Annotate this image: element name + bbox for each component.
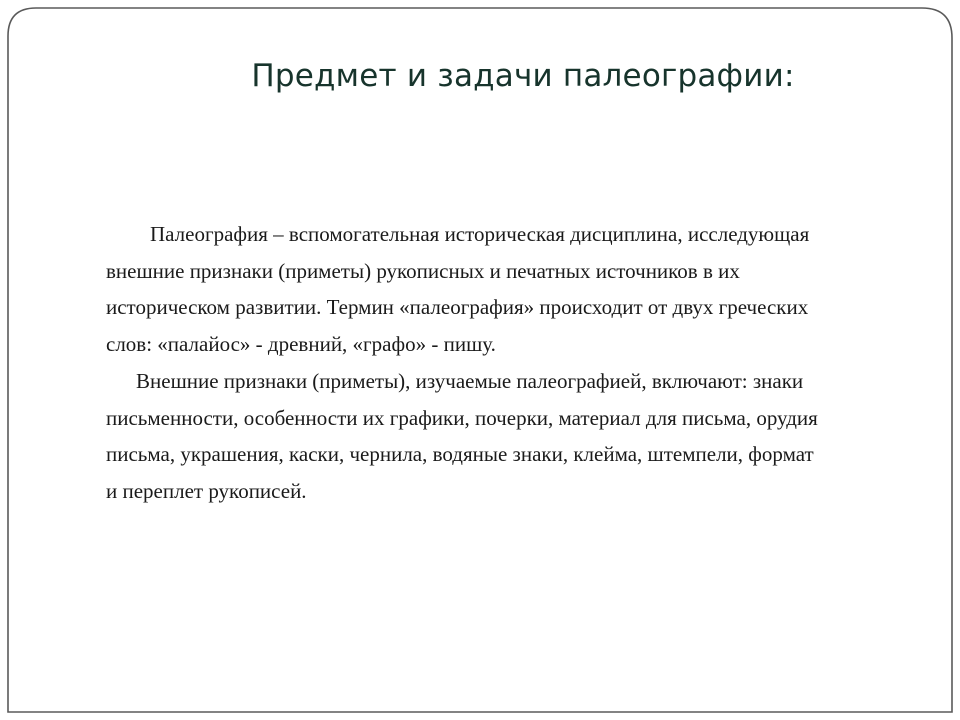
paragraph-features: Внешние признаки (приметы), изучаемые палеографией, включают: знаки письменности, особенности их графики, почерки, материал для письма, орудия письма, украшения, каски, чернила, водяные знаки, клейма, штемпели, формат и переплет рукописей. [106,368,818,503]
paragraph-definition: Палеография – вспомогательная историческая дисциплина, исследующая внешние признаки (приметы) рукописных и печатных источников в их историческом развитии. Термин «палеография» происходит от двух греческих слов: «палайос» - древний, «графо» - пишу. [106,222,810,357]
slide-title: Предмет и задачи палеографии: [251,58,795,94]
slide-body [106,216,826,510]
